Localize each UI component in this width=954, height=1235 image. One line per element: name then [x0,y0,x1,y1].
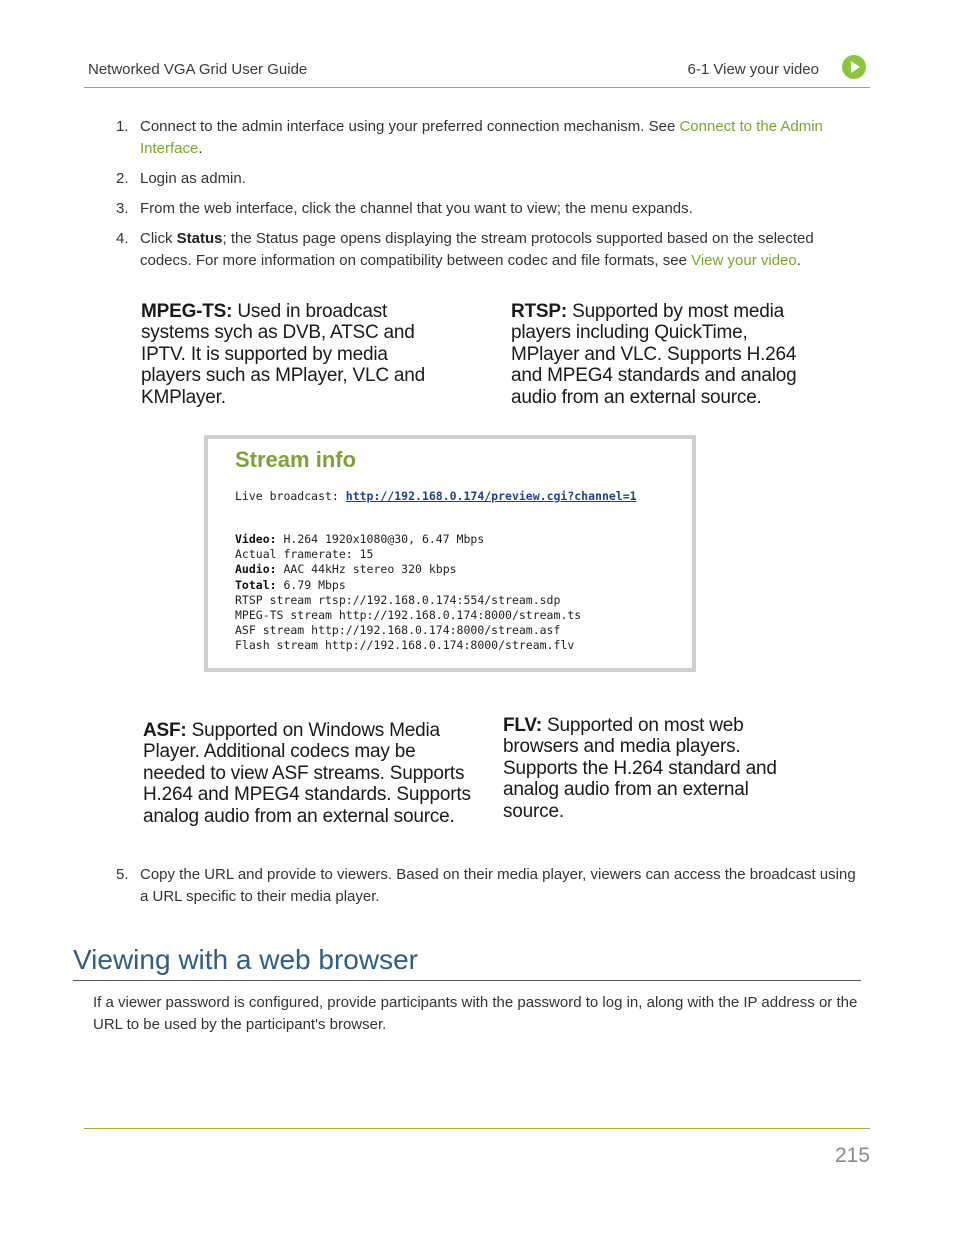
callout-line: players such as MPlayer, VLC and [141,365,426,387]
step-number: 5. [116,866,129,883]
callout-line: audio from an external source. [511,386,762,408]
callout-line: Used in broadcast [232,301,388,322]
callout-line: browsers and media players. [503,736,741,758]
step-5 [116,864,861,908]
step-number: 2. [116,170,129,187]
total-value: 6.79 Mbps [276,578,346,592]
video-value: H.264 1920x1080@30, 6.47 Mbps [276,532,485,546]
total-row [235,578,346,592]
callout-line: IPTV. It is supported by media [141,343,388,365]
callout-line: H.264 and MPEG4 standards. Supports [143,784,471,806]
live-broadcast-label: Live broadcast: [235,489,346,503]
stream-info-panel [204,435,696,672]
callout-line: MPlayer and VLC. Supports H.264 [511,343,797,365]
view-video-link[interactable]: View your video [691,252,797,269]
audio-row [235,562,457,576]
live-broadcast-row [235,489,637,503]
list-item [116,168,861,190]
callout-line: Supported on most web [541,715,744,736]
step-text: From the web interface, click the channel that you want to view; the menu expands. [140,200,693,217]
callout-line: systems sych as DVB, ATSC and [141,322,415,344]
flv-callout [503,715,803,822]
callout-line: Player. Additional codecs may be [143,741,416,763]
framerate-row: Actual framerate: 15 [235,547,374,561]
video-row [235,532,484,546]
video-label: Video: [235,532,277,546]
flash-stream-row: Flash stream http://192.168.0.174:8000/stream.flv [235,638,575,652]
step-text: Connect to the admin interface using your preferred connection mechanism. See [140,118,680,135]
callout-line: and MPEG4 standards and analog [511,365,797,387]
callout-line: players including QuickTime, [511,322,748,344]
callout-protocol: ASF: [143,720,187,741]
guide-title: Networked VGA Grid User Guide [88,61,308,78]
callout-line: Supported by most media [567,301,784,322]
step-text-mid: ; the Status page opens displaying the stream protocols supported based on the selected codecs. For more information on compatibility between codec and file formats, see [140,230,814,269]
audio-label: Audio: [235,562,277,576]
callout-line: source. [503,800,564,822]
page-header [84,54,870,88]
asf-callout [143,720,488,827]
callout-protocol: RTSP: [511,301,568,322]
list-item [116,864,861,908]
callout-line: analog audio from an external [503,779,749,801]
audio-value: AAC 44kHz stereo 320 kbps [276,562,457,576]
step-number: 3. [116,200,129,217]
footer-divider [84,1128,870,1129]
callout-line: Supported on Windows Media [186,720,440,741]
connect-admin-link[interactable]: Connect to the Admin Interface [140,118,823,157]
list-item [116,228,861,272]
callout-protocol: MPEG-TS: [141,301,233,322]
rtsp-callout [511,301,851,408]
step-text: Copy the URL and provide to viewers. Based on their media player, viewers can access the broadcast using a URL specific to their media player. [140,866,856,905]
asf-stream-row: ASF stream http://192.168.0.174:8000/stream.asf [235,623,561,637]
callout-protocol: FLV: [503,715,542,736]
section-breadcrumb: 6-1 View your video [687,61,819,78]
step-text-end: . [796,252,801,269]
section-heading: Viewing with a web browser [73,944,861,981]
status-term: Status [176,230,223,247]
list-item [116,116,861,160]
step-text: Click [140,230,177,247]
step-number: 1. [116,118,129,135]
section-paragraph: If a viewer password is configured, provide participants with the password to log in, along with the IP address or the URL to be used by the participant's browser. [93,994,858,1033]
callout-line: Supports the H.264 standard and [503,757,777,779]
stream-info-title: Stream info [235,447,357,472]
step-text-end: . [198,140,203,157]
rtsp-stream-row: RTSP stream rtsp://192.168.0.174:554/stream.sdp [235,593,561,607]
page-number: 215 [834,1144,870,1167]
live-broadcast-url[interactable]: http://192.168.0.174/preview.cgi?channel=1 [345,489,637,503]
mpegts-callout [141,301,481,408]
callout-line: analog audio from an external source. [143,805,455,827]
steps-list [116,116,861,280]
callout-line: needed to view ASF streams. Supports [143,762,465,784]
step-number: 4. [116,230,129,247]
list-item [116,198,861,220]
total-label: Total: [235,578,277,592]
callout-line: KMPlayer. [141,386,226,408]
step-text: Login as admin. [140,170,246,187]
mpegts-stream-row: MPEG-TS stream http://192.168.0.174:8000/stream.ts [235,608,582,622]
play-circle-icon[interactable] [842,55,866,79]
